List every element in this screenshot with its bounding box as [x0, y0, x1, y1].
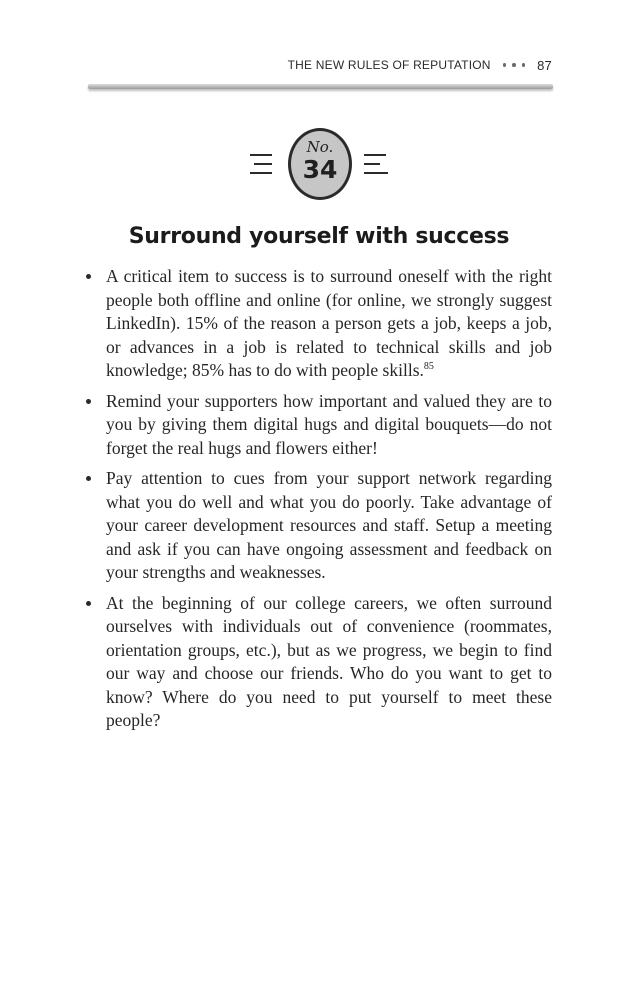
badge-line — [364, 163, 380, 165]
badge-label: No. — [306, 138, 334, 156]
rule-number-badge — [0, 128, 638, 202]
header-dots — [503, 63, 526, 67]
bullet-dot — [86, 476, 91, 481]
bullet-dot — [86, 399, 91, 404]
header-rule — [88, 84, 553, 89]
badge-line — [254, 163, 272, 165]
bullet-dot — [86, 601, 91, 606]
header-dot — [512, 63, 516, 67]
badge-line — [250, 172, 272, 174]
badge-lines-right — [364, 154, 388, 181]
page-number: 87 — [537, 57, 552, 73]
footnote-ref: 85 — [423, 361, 434, 373]
bullet-text: At the beginning of our college careers, we often surround ourselves with individuals out of convenience (roommates, orientation groups, etc.), but as we progress, we begin to find our way and choose our friends. Who do you want to get to know? Where do you need to put yourself to meet these people? — [106, 592, 552, 730]
section-title: Surround yourself with success — [128, 224, 510, 249]
bullet-dot — [86, 274, 91, 279]
bullet-item — [86, 390, 552, 461]
bullet-item — [86, 467, 552, 585]
running-header — [288, 55, 552, 75]
bullet-text: Pay attention to cues from your support network regarding what you do well and what you do poorly. Take advantage of your career development resources and staff. Setup a meeting and ask if you can have ongoing assessment and feedback on your strengths and weaknesses. — [106, 468, 552, 582]
badge-circle — [288, 128, 352, 200]
bullet-text: Remind your supporters how important and valued they are to you by giving them digital hugs and digital bouquets—do not forget the real hugs and flowers either! — [106, 390, 552, 458]
bullet-list — [86, 265, 552, 740]
running-title: THE NEW RULES OF REPUTATION — [287, 58, 491, 72]
badge-line — [250, 154, 272, 156]
header-dot — [522, 63, 526, 67]
header-dot — [503, 63, 507, 67]
bullet-item — [86, 265, 552, 383]
badge-number: 34 — [302, 155, 338, 184]
badge-line — [364, 172, 388, 174]
bullet-text: A critical item to success is to surround oneself with the right people both offline and online (for online, we strongly suggest LinkedIn). 15% of the reason a person gets a job, keeps a job, or advances in a job is related to technical skills and job knowledge; 85% has to do with people skills. — [106, 266, 552, 380]
badge-line — [364, 154, 386, 156]
bullet-item — [86, 592, 552, 733]
badge-lines-left — [250, 154, 272, 181]
